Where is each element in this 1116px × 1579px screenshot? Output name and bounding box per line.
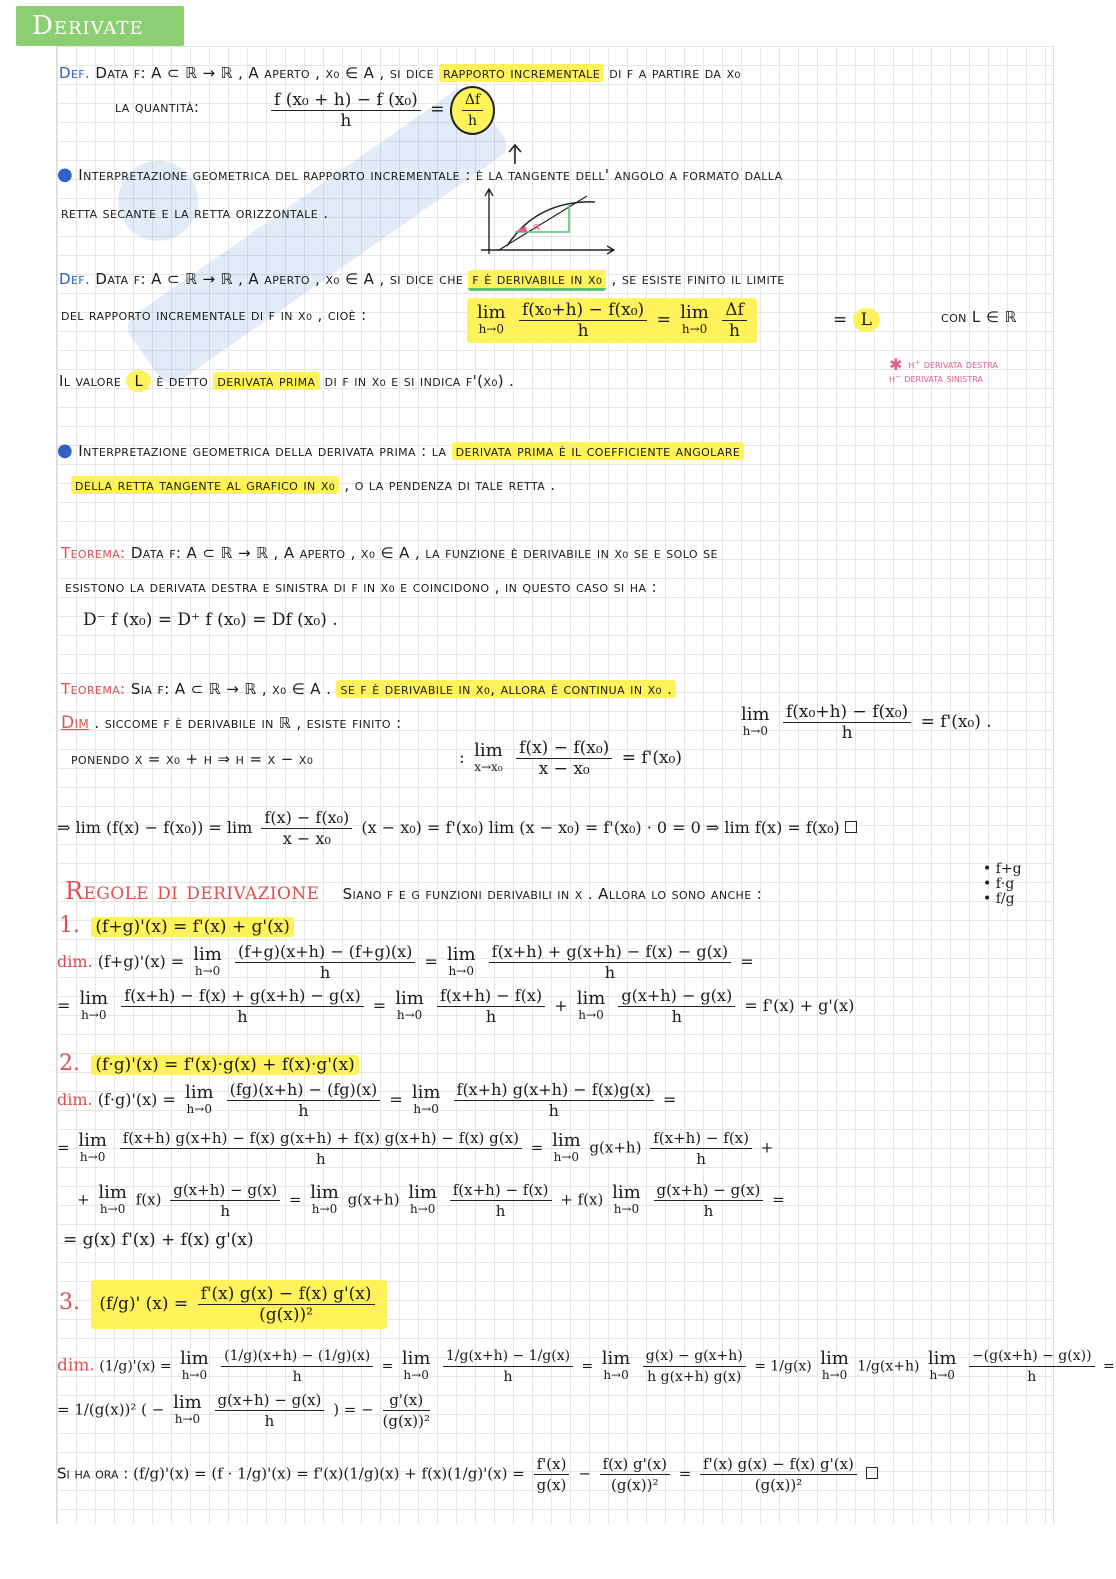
- r1-lim2: lim: [446, 943, 476, 965]
- bullet-icon-2: ●: [57, 440, 74, 461]
- t2-lim2-num: f(x) − f(x₀): [516, 738, 612, 759]
- r3-fn3: f'(x) g(x) − f(x) g'(x): [700, 1454, 857, 1475]
- t2-lim2-sub: x→x₀: [474, 759, 503, 774]
- rule2-formula: (f·g)'(x) = f'(x)·g(x) + f(x)·g'(x): [91, 1055, 358, 1075]
- def2-lim: lim: [477, 301, 506, 323]
- r2-l2b: g(x+h): [589, 1138, 642, 1157]
- rule3-header: [59, 1280, 387, 1329]
- r3-fd3: (g(x))²: [754, 1476, 803, 1494]
- def2-result: = L: [833, 308, 880, 332]
- def2-delta-num: Δf: [722, 300, 747, 321]
- r2-n5: g(x+h) − g(x): [170, 1180, 280, 1201]
- secant-graph-icon: [477, 186, 617, 258]
- interp2-b: derivata prima è il coefficiente angolare: [452, 442, 745, 460]
- r3-lim6: lim: [173, 1391, 202, 1413]
- theorem1-text1: Data f: A ⊂ ℝ → ℝ , A aperto , x₀ ∈ A , la funzione è derivabile in x₀ se e solo se: [130, 544, 718, 562]
- rule3-num: f'(x) g(x) − f(x) g'(x): [198, 1284, 375, 1305]
- rule1-dim1: dim. (f+g)'(x) = lim h→0 $\frac{(f+g)(x+h) - (f+g)(x)}{h}$ = lim h→0 $\frac{f(x+h) + g(x+h) - f(x) - g(x)}{h}$ =: [57, 942, 754, 982]
- t2-lim2-den: x − x₀: [538, 759, 590, 779]
- r3-lim2s: h→0: [403, 1367, 429, 1382]
- def1-delta-num: Δf: [462, 90, 483, 111]
- r3-n5: g(x+h) − g(x): [215, 1390, 325, 1411]
- value-L: L: [126, 370, 151, 392]
- r2-n4: f(x+h) − f(x): [650, 1128, 752, 1149]
- rule3-final: Si ha ora : (f/g)'(x) = (f · 1/g)'(x) = f'(x)(1/g)(x) + f(x)(1/g)'(x) = $\frac{f'(x)}{g(x)}$ − $\frac{f(x) g'(x)}{\text{(g(x))²}}$ = $\frac{f'(x) g(x) - f(x) g'(x)}{\text{(g(x))²}}$: [57, 1454, 878, 1495]
- rules-header: [65, 877, 763, 905]
- def1-text: Data f: A ⊂ ℝ → ℝ , A aperto , x₀ ∈ A , si dice: [95, 64, 434, 82]
- r3-lim3: lim: [601, 1347, 631, 1369]
- chain-num: f(x) − f(x₀): [261, 808, 352, 829]
- def2-lim-2: lim: [680, 301, 709, 323]
- page-title: Derivate: [16, 6, 184, 46]
- r3-l1b: = 1/g(x): [754, 1358, 812, 1375]
- r2-lim3: lim: [78, 1129, 107, 1151]
- r3-fd1: g(x): [536, 1476, 567, 1494]
- r3-fn1: f'(x): [534, 1454, 570, 1475]
- r1-d4: h: [485, 1007, 497, 1026]
- r1-n3: f(x+h) − f(x) + g(x+h) − g(x): [121, 986, 364, 1007]
- theorem2-lim2: : lim x→x₀ $\frac{\text{f(x) − f(x₀)}}{\text{x − x₀}}$ = f'(x₀): [459, 738, 682, 779]
- rule3-number: 3.: [59, 1290, 80, 1315]
- r2-lim6s: h→0: [311, 1201, 338, 1216]
- side-note-plus: h⁺ derivata destra: [908, 358, 998, 371]
- def2-text-b: , se esiste finito il limite: [611, 270, 785, 288]
- r2-lim2: lim: [411, 1081, 441, 1103]
- r3-n2: 1/g(x+h) − 1/g(x): [443, 1346, 573, 1367]
- r3-lim1: lim: [180, 1347, 209, 1369]
- theorem2-dim2: ponendo x = x₀ + h ⇒ h = x − x₀: [71, 750, 314, 768]
- qed-icon: [845, 821, 857, 833]
- theorem1-formula: D⁻ f (x₀) = D⁺ f (x₀) = Df (x₀) .: [83, 610, 338, 630]
- r3-final-label: Si ha ora :: [57, 1464, 129, 1483]
- r2-n6: f(x+h) − f(x): [450, 1180, 552, 1201]
- r1-lim3: lim: [79, 987, 109, 1009]
- r2-l3a: f(x): [135, 1190, 162, 1209]
- rule2-header: [59, 1052, 359, 1077]
- r2-d4: h: [696, 1150, 706, 1168]
- def1-formula: $\frac{\text{f (x₀ + h) − f (x₀)}}{h}$ = $\frac{\Delta f}{h}$: [267, 86, 495, 135]
- chain-den: x − x₀: [282, 829, 331, 848]
- r3-fn2: f(x) g'(x): [600, 1454, 670, 1475]
- r2-lim4: lim: [552, 1129, 581, 1151]
- rules-title: Regole di derivazione: [65, 877, 320, 905]
- arrow-up-icon: [505, 142, 525, 166]
- def2-text-a: Data f: A ⊂ ℝ → ℝ , A aperto , x₀ ∈ A , si dice che: [95, 270, 464, 288]
- t2-lim1-sub: h→0: [742, 723, 768, 738]
- r3-lim5: lim: [927, 1347, 957, 1369]
- r3-lim6s: h→0: [174, 1411, 201, 1426]
- r1-lim2s: h→0: [448, 963, 474, 978]
- rule3-dim1: dim. (1/g)'(x) = lim h→0 $\frac{(1/g)(x+h) - (1/g)(x)}{h}$ = lim h→0 $\frac{1/g(x+h) - 1/g(x)}{h}$ = lim h→0 $\frac{g(x) - g(x+h)}{\text{h g(x+h) g(x)}}$ = 1/g(x) lim h→0 1/g(x+h) lim h→0 $\frac{-(g(x+h) - g(x))}{h}$ =: [57, 1347, 1115, 1385]
- r1-lim5: lim: [576, 987, 606, 1009]
- r2-d3: h: [316, 1150, 326, 1168]
- r1-d5: h: [671, 1007, 682, 1026]
- interp1-text1: Interpretazione geometrica del rapporto incrementale : è la tangente dell' angolo α formato dalla: [78, 166, 783, 184]
- def2-line1: [59, 268, 785, 290]
- rule3-dim-label: dim.: [57, 1355, 95, 1376]
- rule1-l1a: (f+g)'(x) =: [97, 952, 185, 971]
- def2-num: f(x₀+h) − f(x₀): [519, 300, 647, 321]
- r3-lim2: lim: [401, 1347, 431, 1369]
- r1-res: = f'(x) + g'(x): [744, 996, 855, 1015]
- t2-lim1-num: f(x₀+h) − f(x₀): [783, 702, 911, 723]
- r2-d7: h: [703, 1202, 714, 1220]
- theorem1-line1: [61, 542, 718, 564]
- rules-legend: [983, 862, 1022, 907]
- rule1-header: [59, 914, 294, 939]
- r2-lim7: lim: [408, 1181, 437, 1203]
- interp2-d: , o la pendenza di tale retta .: [344, 476, 556, 494]
- r3-l2a: = 1/(g(x))² ( −: [57, 1400, 165, 1419]
- alpha-label: α: [533, 220, 541, 233]
- value-line: [59, 370, 514, 392]
- r1-lim1s: h→0: [194, 963, 221, 978]
- value-c: di f in x₀ e si indica f'(x₀) .: [324, 372, 515, 390]
- r2-lim8s: h→0: [613, 1201, 640, 1216]
- r3-final: (f/g)'(x) = (f · 1/g)'(x) = f'(x)(1/g)(x) + f(x)(1/g)'(x) =: [133, 1464, 525, 1483]
- rule2-number: 2.: [59, 1051, 80, 1076]
- theorem1-label: Teorema:: [61, 544, 126, 562]
- r2-lim5: lim: [98, 1181, 127, 1203]
- rule1-formula: (f+g)'(x) = f'(x) + g'(x): [91, 917, 294, 937]
- interp1-line1: [57, 164, 783, 186]
- rule1-dim2: = lim h→0 $\frac{f(x+h) - f(x) + g(x+h) - g(x)}{h}$ = lim h→0 $\frac{f(x+h) - f(x)}{h}$ + lim h→0 $\frac{g(x+h) - g(x)}{h}$ = f'(x) + g'(x): [57, 986, 855, 1026]
- r2-lim6: lim: [310, 1181, 339, 1203]
- legend-quotient: • f/g: [983, 891, 1015, 907]
- r2-lim8: lim: [612, 1181, 641, 1203]
- def1-line1: [59, 62, 741, 84]
- r1-lim1: lim: [193, 943, 222, 965]
- chain-a: ⇒ lim (f(x) − f(x₀)) = lim: [57, 818, 253, 837]
- rule1-number: 1.: [59, 913, 80, 938]
- def1-den: h: [340, 110, 352, 131]
- def2-L: L: [853, 308, 880, 332]
- r2-n3: f(x+h) g(x+h) − f(x) g(x+h) + f(x) g(x+h) − f(x) g(x): [120, 1128, 522, 1149]
- theorem2-dim1: [61, 712, 402, 734]
- r2-lim1s: h→0: [186, 1101, 212, 1116]
- dim-label: Dim: [61, 713, 90, 733]
- r2-n2: f(x+h) g(x+h) − f(x)g(x): [454, 1080, 654, 1101]
- r1-n5: g(x+h) − g(x): [618, 986, 735, 1007]
- rule3-den: (g(x))²: [259, 1305, 313, 1325]
- r2-d6: h: [495, 1202, 506, 1220]
- r1-lim4s: h→0: [396, 1007, 423, 1022]
- r3-n1: (1/g)(x+h) − (1/g)(x): [221, 1346, 373, 1367]
- r2-lim3s: h→0: [79, 1149, 106, 1164]
- rule2-dim2: = lim h→0 $\frac{f(x+h) g(x+h) - f(x) g(x+h) + f(x) g(x+h) - f(x) g(x)}{h}$ = lim h→0 g(x+h) $\frac{f(x+h) - f(x)}{h}$ +: [57, 1129, 774, 1168]
- dim1-text: . siccome f è derivabile in ℝ , esiste finito :: [94, 714, 402, 732]
- r2-d5: h: [220, 1202, 230, 1220]
- r3-l1a: (1/g)'(x) =: [99, 1358, 172, 1375]
- interp2-line2: [71, 474, 555, 496]
- rule3-dim2: [57, 1390, 434, 1431]
- r3-d2: h: [503, 1369, 513, 1385]
- r2-lim4s: h→0: [553, 1149, 580, 1164]
- def1-text-end: di f a partire da x₀: [609, 64, 741, 82]
- r3-n4: −(g(x+h) − g(x)): [969, 1346, 1095, 1367]
- r3-fd2: (g(x))²: [610, 1476, 659, 1494]
- t2-lim1-den: h: [841, 723, 853, 743]
- grid-sheet: [56, 46, 1115, 1524]
- def2-cond: con L ∈ ℝ: [941, 308, 1017, 326]
- t2-lim1: lim: [741, 703, 770, 725]
- r2-lim7s: h→0: [409, 1201, 436, 1216]
- r1-lim3s: h→0: [81, 1007, 107, 1022]
- def1-term: rapporto incrementale: [439, 64, 604, 82]
- r2-d2: h: [548, 1101, 559, 1120]
- def2-label: Def.: [59, 270, 91, 288]
- def1-line2: la quantità:: [115, 98, 200, 116]
- rule2-dim1: dim. (f·g)'(x) = lim h→0 $\frac{(fg)(x+h) - (fg)(x)}{h}$ = lim h→0 $\frac{f(x+h) g(x+h) - f(x)g(x)}{h}$ =: [57, 1080, 677, 1120]
- value-b: è detto: [156, 372, 209, 390]
- r2-l1a: (f·g)'(x) =: [97, 1090, 176, 1109]
- def1-label: Def.: [59, 64, 91, 82]
- r2-l3c: + f(x): [560, 1190, 604, 1209]
- r3-lim5s: h→0: [929, 1367, 955, 1382]
- def1-num: f (x₀ + h) − f (x₀): [271, 90, 421, 111]
- side-note: [889, 355, 998, 386]
- rule2-dim4: = g(x) f'(x) + f(x) g'(x): [63, 1230, 254, 1250]
- r2-n1: (fg)(x+h) − (fg)(x): [227, 1080, 381, 1101]
- rule2-dim3: + lim h→0 f(x) $\frac{g(x+h) - g(x)}{h}$ = lim h→0 g(x+h) lim h→0 $\frac{f(x+h) - f(x)}{h}$ + f(x) lim h→0 $\frac{g(x+h) - g(x)}{h}$ =: [77, 1181, 785, 1220]
- r3-l1c: 1/g(x+h): [857, 1358, 920, 1375]
- r3-l2b: ) = −: [333, 1400, 374, 1419]
- r1-n1: (f+g)(x+h) − (f+g)(x): [235, 942, 415, 963]
- def2-delta-den: h: [729, 321, 740, 341]
- star-icon: ✱: [889, 355, 903, 374]
- theorem2-lim1: [737, 702, 992, 743]
- theorem2-line: [61, 678, 676, 700]
- r1-d3: h: [237, 1007, 248, 1026]
- rule1-dim-label: dim.: [57, 952, 93, 971]
- r2-lim1: lim: [184, 1081, 214, 1103]
- r3-d6: (g(x))²: [382, 1412, 430, 1430]
- theorem2-text: Sia f: A ⊂ ℝ → ℝ , x₀ ∈ A .: [130, 680, 332, 698]
- def1-delta-box: [450, 86, 495, 135]
- r1-n2: f(x+h) + g(x+h) − f(x) − g(x): [489, 942, 732, 963]
- t2-lim2-res: = f'(x₀): [621, 748, 682, 768]
- r3-d5: h: [264, 1412, 275, 1430]
- legend-sum: • f+g: [983, 861, 1022, 877]
- qed-icon-2: [866, 1467, 878, 1479]
- interp2-a: Interpretazione geometrica della derivata prima : la: [78, 442, 447, 460]
- r2-d1: h: [298, 1101, 309, 1120]
- theorem1-line2: esistono la derivata destra e sinistra di f in x₀ e coincidono , in questo caso si ha :: [65, 578, 658, 596]
- t2-lim2: lim: [474, 739, 503, 761]
- theorem2-claim: se f è derivabile in x₀, allora è continua in x₀ .: [336, 680, 676, 698]
- r3-d4: h: [1027, 1369, 1037, 1385]
- legend-product: • f·g: [983, 876, 1015, 892]
- r1-n4: f(x+h) − f(x): [437, 986, 545, 1007]
- r1-d1: h: [320, 963, 331, 982]
- def2-lim-sub: h→0: [478, 321, 504, 336]
- interp2-line1: [57, 440, 744, 462]
- r3-lim4s: h→0: [821, 1367, 848, 1382]
- t2-lim1-res: = f'(x₀) .: [920, 712, 992, 732]
- theorem2-label: Teorema:: [61, 680, 126, 698]
- def2-limit: lim h→0 $\frac{\text{f(x₀+h) − f(x₀)}}{h}$ = lim h→0 $\frac{\Delta f}{h}$: [467, 298, 757, 343]
- r2-lim2s: h→0: [413, 1101, 439, 1116]
- bullet-icon: ●: [57, 164, 74, 185]
- rule3-lhs: (f/g)' (x) =: [99, 1294, 189, 1314]
- def2-lim-sub-2: h→0: [681, 321, 708, 336]
- chain-b: (x − x₀) = f'(x₀) lim (x − x₀) = f'(x₀) · 0 = 0 ⇒ lim f(x) = f(x₀): [361, 818, 840, 837]
- r3-d1: h: [292, 1369, 302, 1385]
- theorem2-chain: [57, 808, 857, 849]
- r1-d2: h: [604, 963, 616, 982]
- value-term: derivata prima: [213, 372, 319, 390]
- rule3-formula: [91, 1280, 386, 1329]
- def2-den: h: [577, 321, 589, 341]
- rule2-dim-label: dim.: [57, 1090, 93, 1109]
- r2-lim5s: h→0: [99, 1201, 126, 1216]
- def2-line2: del rapporto incrementale di f in x₀ , cioè :: [61, 306, 367, 324]
- r1-lim5s: h→0: [578, 1007, 604, 1022]
- r1-lim4: lim: [395, 987, 424, 1009]
- r2-l3b: g(x+h): [347, 1190, 400, 1209]
- value-a: Il valore: [59, 372, 122, 390]
- r3-n3: g(x) − g(x+h): [643, 1346, 746, 1367]
- interp1-line2: retta secante e la retta orizzontale .: [61, 204, 329, 222]
- rules-intro: Siano f e g funzioni derivabili in x . Allora lo sono anche :: [342, 885, 763, 903]
- interp2-c: della retta tangente al grafico in x₀: [71, 476, 339, 494]
- r3-lim4: lim: [820, 1347, 849, 1369]
- r3-lim1s: h→0: [181, 1367, 208, 1382]
- def2-term: f è derivabile in x₀: [468, 270, 606, 291]
- r3-d3: h g(x+h) g(x): [647, 1369, 742, 1385]
- side-note-minus: h⁻ derivata sinistra: [889, 372, 983, 385]
- r3-lim3s: h→0: [603, 1367, 629, 1382]
- r2-n7: g(x+h) − g(x): [654, 1180, 764, 1201]
- r3-n6: g'(x): [383, 1390, 430, 1411]
- def1-delta-den: h: [467, 113, 477, 129]
